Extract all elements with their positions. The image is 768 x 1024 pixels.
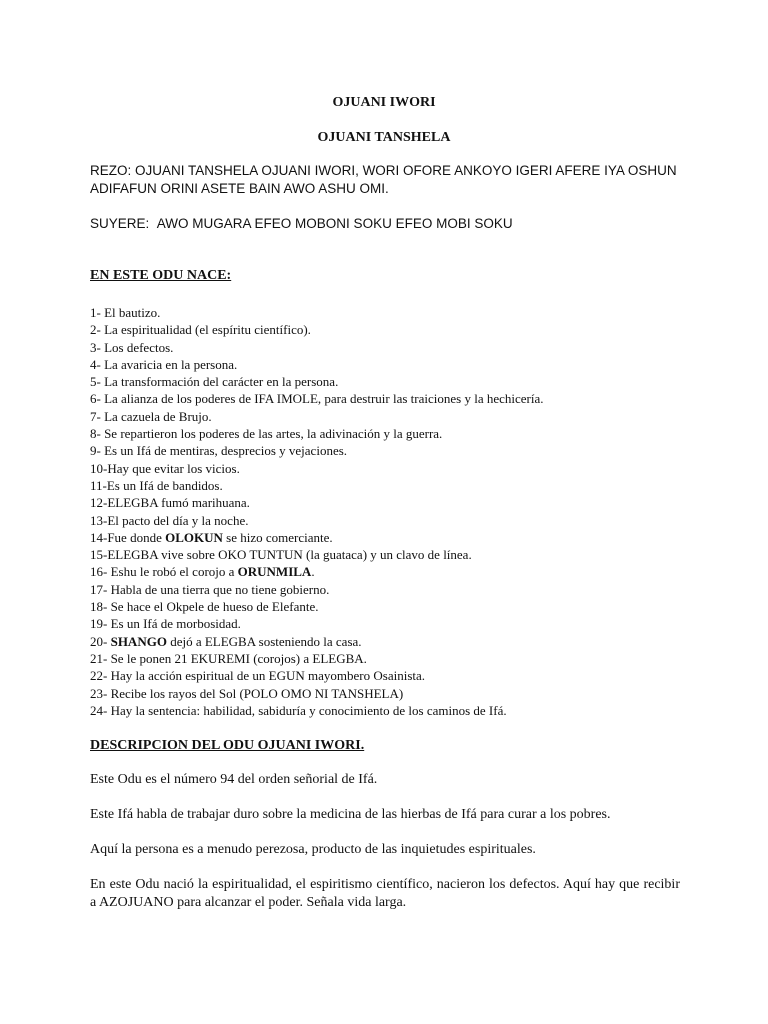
description-paragraph: En este Odu nació la espiritualidad, el espiritismo científico, nacieron los defectos. Aquí hay que recibir a AZOJUANO para alcanzar el poder. Señala vida larga. bbox=[90, 877, 680, 910]
list-item: 21- Se le ponen 21 EKUREMI (corojos) a ELEGBA. bbox=[90, 650, 367, 666]
list-item: 19- Es un Ifá de morbosidad. bbox=[90, 616, 241, 632]
description-paragraph: Este Ifá habla de trabajar duro sobre la medicina de las hierbas de Ifá para curar a los pobres. bbox=[90, 807, 611, 822]
list-item: 16- Eshu le robó el corojo a ORUNMILA. bbox=[90, 564, 315, 580]
suyere-label: SUYERE: bbox=[90, 216, 150, 231]
list-item: 7- La cazuela de Brujo. bbox=[90, 408, 212, 424]
descripcion-heading: DESCRIPCION DEL ODU OJUANI IWORI. bbox=[90, 738, 365, 753]
list-item: 8- Se repartieron los poderes de las artes, la adivinación y la guerra. bbox=[90, 426, 443, 442]
rezo-paragraph bbox=[90, 162, 690, 198]
description-paragraph: Aquí la persona es a menudo perezosa, producto de las inquietudes espirituales. bbox=[90, 842, 536, 857]
nace-heading: EN ESTE ODU NACE: bbox=[90, 268, 232, 283]
document-subtitle: OJUANI TANSHELA bbox=[317, 130, 451, 145]
list-item: 4- La avaricia en la persona. bbox=[90, 356, 238, 372]
list-item: 3- Los defectos. bbox=[90, 339, 174, 355]
list-item: 5- La transformación del carácter en la persona. bbox=[90, 374, 339, 390]
list-item: 2- La espiritualidad (el espíritu científico). bbox=[90, 322, 311, 338]
list-item: 6- La alianza de los poderes de IFA IMOLE, para destruir las traiciones y la hechicería. bbox=[90, 391, 544, 407]
list-item: 18- Se hace el Okpele de hueso de Elefante. bbox=[90, 599, 319, 615]
list-item: 12-ELEGBA fumó marihuana. bbox=[90, 495, 250, 511]
list-item: 15-ELEGBA vive sobre OKO TUNTUN (la guataca) y un clavo de línea. bbox=[90, 547, 472, 563]
rezo-text: OJUANI TANSHELA OJUANI IWORI, WORI OFORE ANKOYO IGERI AFERE IYA OSHUN ADIFAFUN ORINI ASETE BAIN AWO ASHU OMI. bbox=[90, 163, 677, 196]
list-item: 24- Hay la sentencia: habilidad, sabiduría y conocimiento de los caminos de Ifá. bbox=[90, 702, 507, 718]
list-item: 14-Fue donde OLOKUN se hizo comerciante. bbox=[90, 529, 333, 545]
suyere-paragraph bbox=[90, 215, 690, 233]
list-item: 10-Hay que evitar los vicios. bbox=[90, 460, 240, 476]
list-item: 23- Recibe los rayos del Sol (POLO OMO NI TANSHELA) bbox=[90, 685, 404, 701]
list-item: 1- El bautizo. bbox=[90, 305, 161, 320]
document-title: OJUANI IWORI bbox=[332, 95, 436, 110]
list-item: 20- SHANGO dejó a ELEGBA sosteniendo la casa. bbox=[90, 633, 362, 649]
list-item: 9- Es un Ifá de mentiras, desprecios y vejaciones. bbox=[90, 443, 348, 459]
nace-list bbox=[90, 304, 710, 719]
list-item: 17- Habla de una tierra que no tiene gobierno. bbox=[90, 581, 330, 597]
description-paragraph: Este Odu es el número 94 del orden señorial de Ifá. bbox=[90, 772, 378, 787]
list-item: 13-El pacto del día y la noche. bbox=[90, 512, 249, 528]
suyere-text: AWO MUGARA EFEO MOBONI SOKU EFEO MOBI SOKU bbox=[156, 216, 513, 231]
list-item: 22- Hay la acción espiritual de un EGUN mayombero Osainista. bbox=[90, 668, 426, 684]
rezo-label: REZO: bbox=[90, 163, 132, 178]
list-item: 11-Es un Ifá de bandidos. bbox=[90, 477, 223, 493]
